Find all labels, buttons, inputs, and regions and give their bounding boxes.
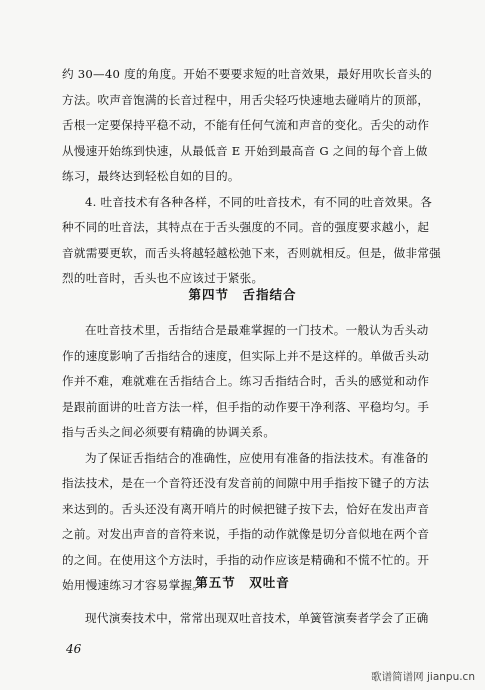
text-line: 指与舌头之间必须要有精确的协调关系。 xyxy=(62,425,276,439)
text-line: 音就需要更软，而舌头将越轻越松弛下来，否则就相反。但是，做非常强 xyxy=(62,245,442,260)
text-line: 作并不难，难就难在舌指结合上。练习舌指结合时，舌头的感觉和动作 xyxy=(62,374,430,388)
text-line: 作的速度影响了舌指结合的速度，但实际上并不是这样的。单做舌头动 xyxy=(62,348,430,363)
text-line: 始用慢速练习才容易掌握。 xyxy=(62,578,205,592)
text-line: 指法技术，是在一个音符还没有发音前的间隙中用手指按下键子的方法 xyxy=(62,476,430,490)
text-line: 是跟前面讲的吐音方法一样，但手指的动作要干净利落、平稳均匀。手 xyxy=(62,399,430,414)
section-heading-5: 第五节 双吐音 xyxy=(195,575,290,590)
section-heading-4: 第四节 舌指结合 xyxy=(188,287,297,302)
text-line: 从慢速开始练到快速，从最低音 E 开始到最高音 G 之间的每个音上做 xyxy=(62,143,428,158)
paragraph-block-1 xyxy=(62,62,448,292)
text-line: 来达到的。舌头还没有离开哨片的时候把键子按下去，恰好在发出声音 xyxy=(62,501,430,516)
text-line: 的之间。在使用这个方法时，手指的动作应该是精确和不慌不忙的。开 xyxy=(62,552,430,567)
text-line: 烈的吐音时，舌头也不应该过于紧张。 xyxy=(62,271,264,285)
paragraph-block-2 xyxy=(62,318,448,599)
text-line: 练习，最终达到轻松自如的目的。 xyxy=(62,169,240,183)
page-number: 46 xyxy=(66,642,82,656)
text-line: 约 30—40 度的角度。开始不要要求短的吐音效果，最好用吹长音头的 xyxy=(62,67,433,81)
text-line: 之前。对发出声音的音符来说，手指的动作就像是切分音似地在两个音 xyxy=(62,527,430,541)
text-line: 方法。吹声音饱满的长音过程中，用舌尖轻巧快速地去碰哨片的顶部， xyxy=(62,92,430,107)
paragraph-block-3 xyxy=(62,606,448,632)
text-line: 为了保证舌指结合的准确性，应使用有准备的指法技术。有准备的 xyxy=(85,450,429,465)
text-line: 在吐音技术里，舌指结合是最难掌握的一门技术。一般认为舌头动 xyxy=(85,323,429,337)
text-line: 种不同的吐音法，其特点在于舌头强度的不同。音的强度要求越小，起 xyxy=(62,220,430,234)
text-line: 4. 吐音技术有各种各样，不同的吐音技术，有不同的吐音效果。各 xyxy=(85,194,433,209)
text-line: 舌根一定要保持平稳不动，不能有任何气流和声音的变化。舌尖的动作 xyxy=(62,118,430,132)
site-watermark: 歌谱简谱网 jianpu.cn xyxy=(371,671,475,683)
text-line: 现代演奏技术中，常常出现双吐音技术，单簧管演奏者学会了正确 xyxy=(85,611,429,625)
